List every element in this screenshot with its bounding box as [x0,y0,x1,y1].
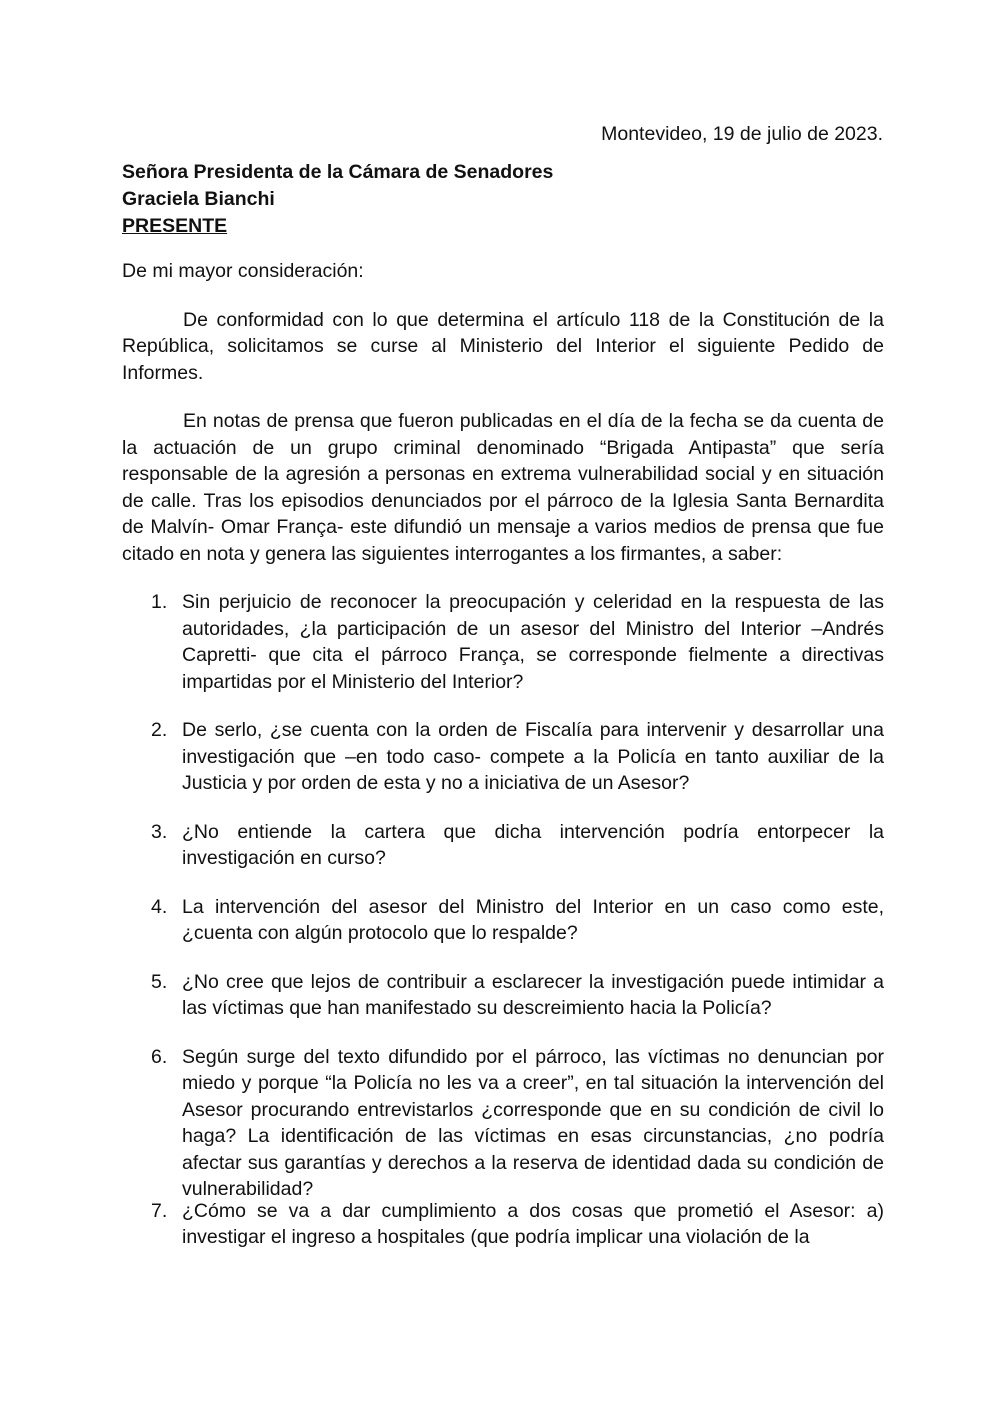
question-text: ¿No cree que lejos de contribuir a esclarecer la investigación puede intimidar a las víctimas que han manifestado su descreimiento hacia la Policía? [182,970,884,1019]
recipient-title: Señora Presidenta de la Cámara de Senadores [122,161,554,183]
question-item [122,589,884,695]
question-text: ¿Cómo se va a dar cumplimiento a dos cosas que prometió el Asesor: a) investigar el ingreso a hospitales (que podría implicar una violación de la [182,1199,884,1248]
question-text: De serlo, ¿se cuenta con la orden de Fiscalía para intervenir y desarrollar una investigación que –en todo caso- compete a la Policía en tanto auxiliar de la Justicia y por orden de esta y no a iniciativa de un Asesor? [182,719,884,794]
question-item [122,894,884,947]
question-text: ¿No entiende la cartera que dicha intervención podría entorpecer la investigación en curso? [182,820,884,869]
paragraph-intro: De conformidad con lo que determina el artículo 118 de la Constitución de la República, solicitamos se curse al Ministerio del Interior el siguiente Pedido de Informes. [122,308,884,384]
recipient-block [122,159,553,240]
question-number: 6. [151,1045,168,1068]
paragraph-context: En notas de prensa que fueron publicadas en el día de la fecha se da cuenta de la actuación de un grupo criminal denominado “Brigada Antipasta” que sería responsable de la agresión a personas en extrema vulnerabilidad social y en situación de calle. Tras los episodios denunciados por el párroco de la Iglesia Santa Bernardita de Malvín- Omar França- este difundió un mensaje a varios medios de prensa que fue citado en nota y genera las siguientes interrogantes a los firmantes, a saber: [122,410,884,565]
question-number: 7. [151,1199,168,1222]
questions-list [122,589,884,1251]
question-text: La intervención del asesor del Ministro del Interior en un caso como este, ¿cuenta con algún protocolo que lo respalde? [182,895,884,944]
question-item [122,717,884,797]
greeting: De mi mayor consideración: [122,260,364,282]
question-number: 3. [151,820,168,843]
question-item [122,1044,884,1200]
recipient-presente: PRESENTE [122,215,228,237]
question-number: 1. [151,591,168,613]
question-number: 5. [151,970,168,993]
question-item [122,969,884,1022]
letter-date: Montevideo, 19 de julio de 2023. [601,123,883,145]
question-item [122,819,884,872]
question-number: 2. [151,719,168,741]
question-number: 4. [151,895,168,918]
question-text: Sin perjuicio de reconocer la preocupación y celeridad en la respuesta de las autoridades, ¿la participación de un asesor del Ministro del Interior –Andrés Capretti- que cita el párroco França, se corresponde fielmente a directivas impartidas por el Ministerio del Interior? [182,591,884,693]
question-item [122,1198,884,1251]
question-text: Según surge del texto difundido por el párroco, las víctimas no denuncian por miedo y porque “la Policía no les va a creer”, en tal situación la intervención del Asesor procurando entrevistarlos ¿corresponde que en su condición de civil lo haga? La identificación de las víctimas en esas circunstancias, ¿no podría afectar sus garantías y derechos a la reserva de identidad dada su condición de vulnerabilidad? [182,1045,884,1200]
letter-body [122,258,884,1273]
recipient-name: Graciela Bianchi [122,188,275,210]
